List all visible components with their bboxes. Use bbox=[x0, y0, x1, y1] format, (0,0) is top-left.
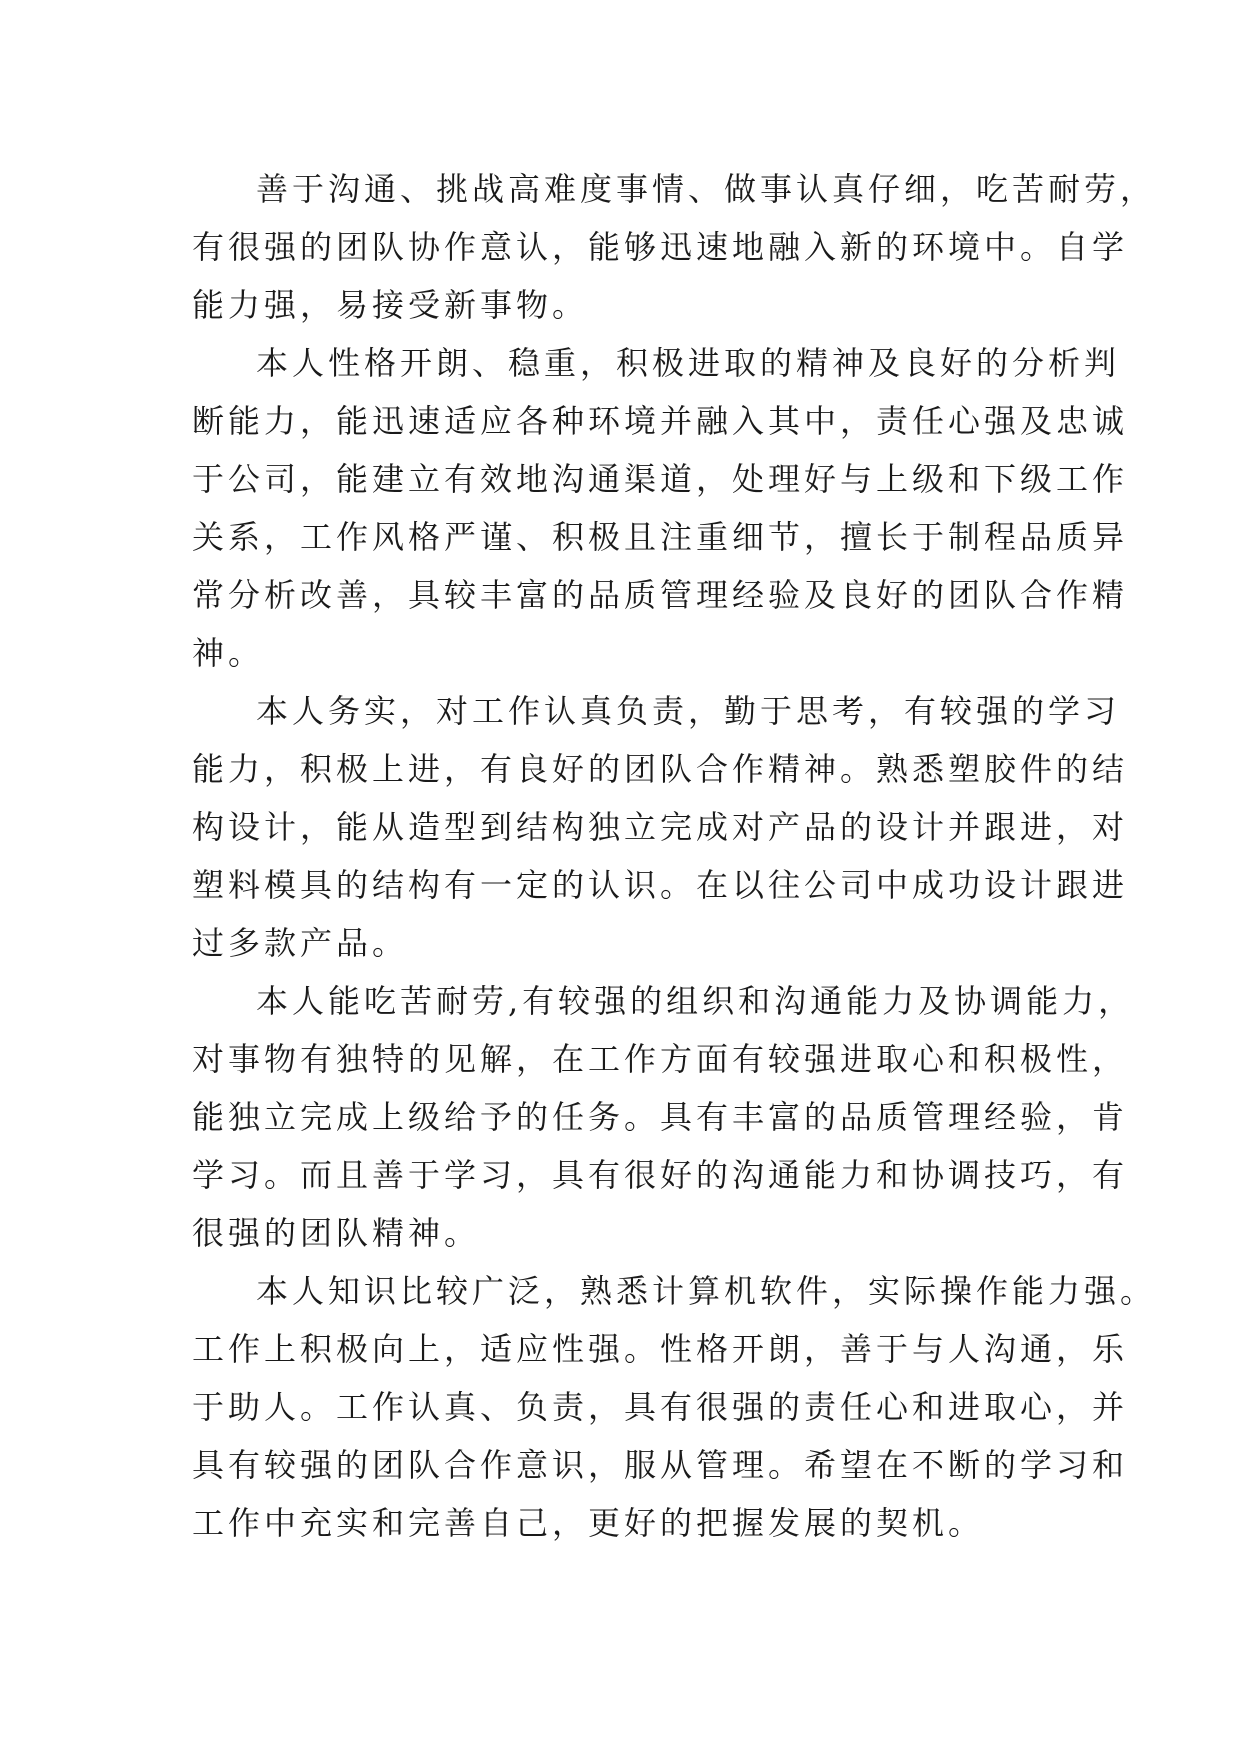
paragraph-line: 关系，工作风格严谨、积极且注重细节，擅长于制程品质异 bbox=[192, 518, 1129, 556]
paragraph-line: 善于沟通、挑战高难度事情、做事认真仔细，吃苦耐劳， bbox=[256, 170, 1157, 208]
paragraph-line: 断能力，能迅速适应各种环境并融入其中，责任心强及忠诚 bbox=[192, 402, 1129, 440]
paragraph-line: 神。 bbox=[192, 634, 265, 672]
paragraph-line: 学习。而且善于学习，具有很好的沟通能力和协调技巧，有 bbox=[192, 1156, 1129, 1194]
paragraph-5 bbox=[192, 1262, 1157, 1552]
paragraph-line: 对事物有独特的见解，在工作方面有较强进取心和积极性， bbox=[192, 1040, 1129, 1078]
paragraph-4 bbox=[192, 972, 1135, 1262]
paragraph-2 bbox=[192, 334, 1129, 682]
paragraph-line: 能力，积极上进，有良好的团队合作精神。熟悉塑胶件的结 bbox=[192, 750, 1129, 788]
paragraph-line: 工作中充实和完善自己，更好的把握发展的契机。 bbox=[192, 1504, 985, 1542]
paragraph-line: 很强的团队精神。 bbox=[192, 1214, 481, 1252]
paragraph-line: 本人性格开朗、稳重，积极进取的精神及良好的分析判 bbox=[256, 344, 1121, 382]
paragraph-line: 于助人。工作认真、负责，具有很强的责任心和进取心，并 bbox=[192, 1388, 1129, 1426]
document-body bbox=[192, 160, 1157, 1552]
paragraph-1 bbox=[192, 160, 1157, 334]
paragraph-line: 构设计，能从造型到结构独立完成对产品的设计并跟进，对 bbox=[192, 808, 1129, 846]
paragraph-line: 本人能吃苦耐劳,有较强的组织和沟通能力及协调能力， bbox=[256, 982, 1135, 1020]
paragraph-line: 能力强，易接受新事物。 bbox=[192, 286, 589, 324]
paragraph-line: 于公司，能建立有效地沟通渠道，处理好与上级和下级工作 bbox=[192, 460, 1129, 498]
paragraph-3 bbox=[192, 682, 1129, 972]
paragraph-line: 具有较强的团队合作意识，服从管理。希望在不断的学习和 bbox=[192, 1446, 1129, 1484]
paragraph-line: 常分析改善，具较丰富的品质管理经验及良好的团队合作精 bbox=[192, 576, 1129, 614]
paragraph-line: 有很强的团队协作意认，能够迅速地融入新的环境中。自学 bbox=[192, 228, 1129, 266]
paragraph-line: 本人知识比较广泛，熟悉计算机软件，实际操作能力强。 bbox=[256, 1272, 1157, 1310]
paragraph-line: 工作上积极向上，适应性强。性格开朗，善于与人沟通，乐 bbox=[192, 1330, 1129, 1368]
paragraph-line: 本人务实，对工作认真负责，勤于思考，有较强的学习 bbox=[256, 692, 1121, 730]
paragraph-line: 能独立完成上级给予的任务。具有丰富的品质管理经验，肯 bbox=[192, 1098, 1129, 1136]
paragraph-line: 过多款产品。 bbox=[192, 924, 409, 962]
paragraph-line: 塑料模具的结构有一定的认识。在以往公司中成功设计跟进 bbox=[192, 866, 1129, 904]
